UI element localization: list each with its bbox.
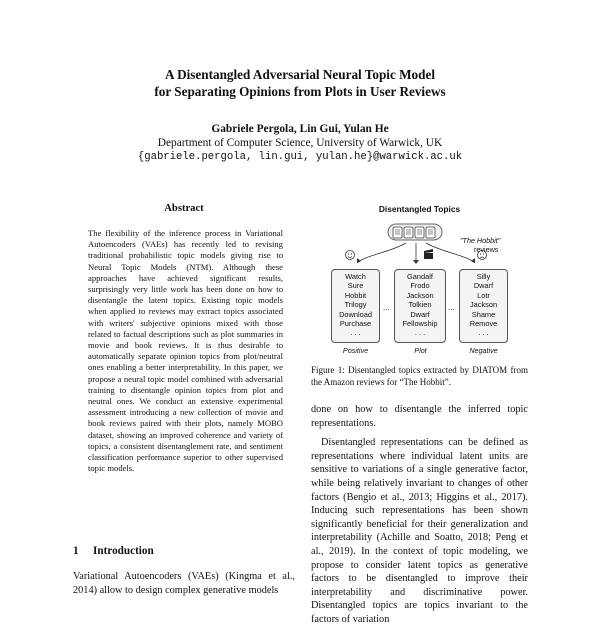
abstract-text: The flexibility of the inference process in Variational Autoencoders (VAEs) has recently led to revising traditional probabilistic topic models giving rise to Neural Topic Models (NTM). Although these approaches have achieved significant results, surprisingly very little work has been done on how to disentangle the latent topics. Existing topic models when applied to reviews may extract topics associated with writers' subjective opinions mixed with those related to factual descriptions such as plot summaries in movie and book reviews. It is thus desirable to automatically separate opinion topics from plot/neutral ones enabling a better interpretability. In this paper, we propose a neural topic model combined with adversarial training to disentangle opinion topics from plot and neutral ones. We conduct an extensive experimental assessment introducing a new collection of movie and book reviews paired with their plots, namely MOBO dataset, showing an improved coherence and variety of topics, a consistent disentanglement rate, and sentiment classification performance superior to other supervised topic models. bbox=[88, 228, 283, 474]
topic-word: Download bbox=[339, 309, 372, 319]
topic-word: Shame bbox=[471, 309, 496, 319]
topic-word: Remove bbox=[469, 319, 498, 329]
topic-word: . . . bbox=[478, 328, 489, 338]
document-icon-3 bbox=[415, 227, 424, 238]
figure-1 bbox=[311, 200, 528, 360]
paper-title bbox=[0, 66, 600, 100]
topic-word: Dwarf bbox=[473, 281, 494, 291]
right-column bbox=[311, 200, 528, 388]
paragraph-2: Disentangled representations can be defined as representations where individual latent units are sensitive to variations of a single generative factor, while being relatively invariant to changes of other factors (Bengio et al., 2013; Higgins et al., 2017). Inducing such representations has been shown significantly beneficial for their generalization and interpretability (Achille and Soatto, 2018; Peng et al., 2019). In the context of topic modeling, we propose to consider latent topics as generative factors to be disentangled to improve their interpretability and discriminative power. Disentangled topics are topics invariant to the factors of variation bbox=[311, 437, 528, 625]
review-stack-icon bbox=[388, 224, 442, 240]
document-icon-2 bbox=[404, 227, 413, 238]
figure-title: Disentangled Topics bbox=[378, 204, 461, 214]
section-title: Introduction bbox=[93, 545, 154, 557]
clapperboard-icon bbox=[424, 249, 433, 259]
hobbit-title: "The Hobbit" bbox=[460, 236, 501, 245]
topic-word: Purchase bbox=[339, 319, 372, 329]
topic-word: Jackson bbox=[469, 300, 498, 310]
section-number: 1 bbox=[73, 545, 79, 557]
paragraph-1: done on how to disentangle the inferred topic representations. bbox=[311, 404, 528, 429]
topic-word: Hobbit bbox=[344, 290, 367, 300]
label-negative: Negative bbox=[469, 346, 498, 355]
topic-box-negative bbox=[459, 269, 508, 343]
happy-face-icon bbox=[346, 251, 355, 260]
ellipsis-1: ... bbox=[383, 303, 390, 312]
arrow-positive bbox=[357, 243, 406, 263]
abstract-heading: Abstract bbox=[164, 203, 204, 214]
topic-word: Gandalf bbox=[407, 272, 433, 281]
topic-word: Tolkien bbox=[408, 300, 432, 310]
label-plot: Plot bbox=[414, 346, 427, 355]
intro-text: Variational Autoencoders (VAEs) (Kingma et al., 2014) allow to design complex generative models bbox=[73, 571, 295, 596]
topic-box-plot bbox=[394, 269, 446, 343]
topic-word: Dwarf bbox=[410, 309, 430, 319]
left-column bbox=[73, 203, 295, 474]
title-line-2: for Separating Opinions from Plots in User Reviews bbox=[154, 84, 446, 99]
hobbit-suffix: reviews bbox=[474, 245, 499, 254]
right-body-text bbox=[311, 403, 528, 627]
document-icon-1 bbox=[393, 227, 402, 238]
title-line-1: A Disentangled Adversarial Neural Topic Model bbox=[165, 67, 435, 82]
topic-word: Watch bbox=[345, 272, 366, 281]
authors: Gabriele Pergola, Lin Gui, Yulan He bbox=[211, 123, 389, 135]
email: {gabriele.pergola, lin.gui, yulan.he}@warwick.ac.uk bbox=[137, 151, 463, 163]
hobbit-reviews-label bbox=[460, 236, 500, 254]
label-positive: Positive bbox=[342, 346, 369, 355]
topic-word: Jackson bbox=[406, 290, 434, 300]
topic-word: Silly bbox=[476, 272, 491, 281]
ellipsis-2: ... bbox=[448, 303, 455, 312]
section-heading bbox=[73, 545, 154, 557]
topic-word: . . . bbox=[414, 328, 426, 338]
topic-word: Lotr bbox=[477, 290, 490, 300]
topic-word: Trilogy bbox=[344, 300, 367, 310]
affiliation: Department of Computer Science, University of Warwick, UK bbox=[157, 137, 443, 149]
topic-word: . . . bbox=[350, 328, 361, 338]
topic-word: Fellowship bbox=[402, 319, 438, 329]
topic-word: Frodo bbox=[410, 281, 430, 291]
topic-word: Sure bbox=[347, 281, 364, 291]
figure-caption: Figure 1: Disentangled topics extracted by DIATOM from the Amazon reviews for “The Hobbit”. bbox=[311, 365, 528, 387]
topic-box-positive bbox=[331, 269, 380, 343]
document-icon-4 bbox=[426, 227, 435, 238]
